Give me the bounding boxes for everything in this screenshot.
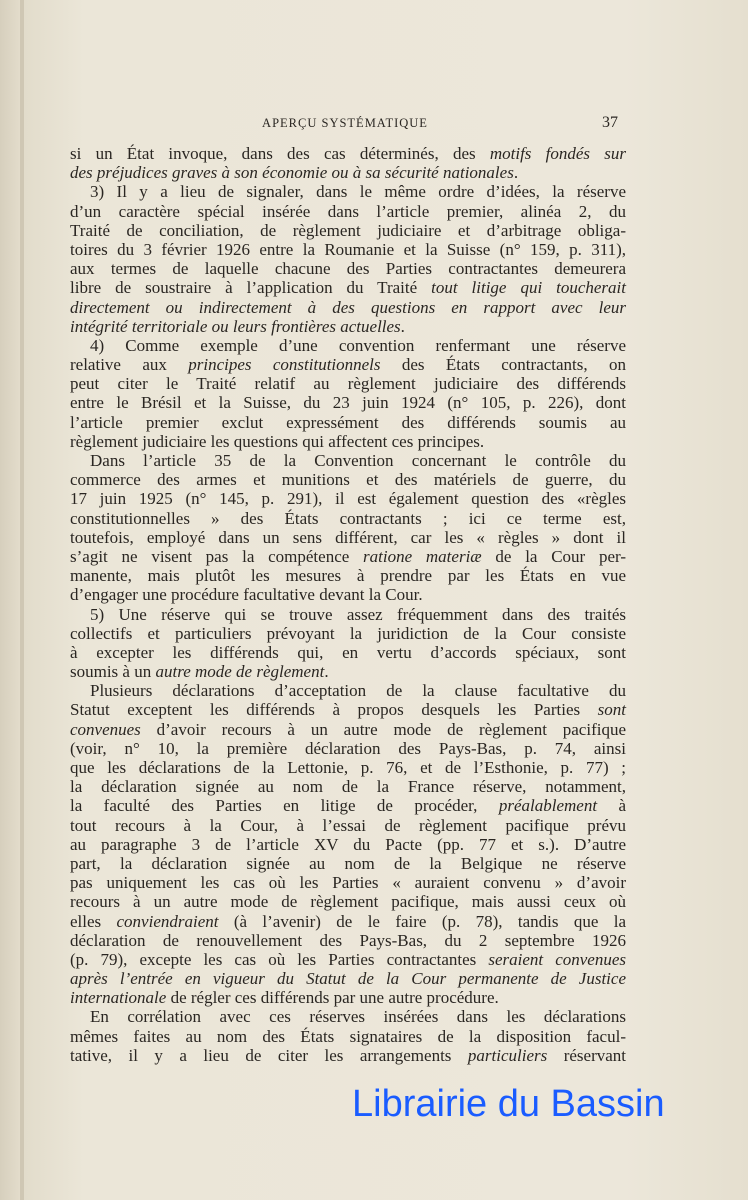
italic-text: sont — [597, 700, 626, 720]
text-segment: toires du 3 février 1926 entre la Roumanie et la Suisse (n° 159, p. 311), — [70, 239, 626, 259]
text-line — [70, 854, 626, 873]
text-segment: recours à un autre mode de règlement pacifique, mais aussi ceux où — [70, 892, 626, 912]
text-line — [70, 470, 626, 489]
text-segment: de la Cour per- — [481, 546, 626, 566]
text-segment: 5) Une réserve qui se trouve assez fréquemment dans des traités — [90, 604, 626, 624]
text-segment: Traité de conciliation, de règlement judiciaire et d’arbitrage obliga- — [70, 220, 626, 240]
italic-text: motifs fondés sur — [489, 144, 626, 163]
text-segment: peut citer le Traité relatif au règlement judiciaire des différends — [70, 374, 626, 394]
text-segment: collectifs et particuliers prévoyant la juridiction de la Cour consiste — [70, 623, 626, 643]
text-line — [70, 969, 626, 988]
text-segment: à excepter les différends qui, en vertu d’accords spéciaux, sont — [70, 642, 626, 662]
text-segment: (voir, n° 10, la première déclaration des Pays-Bas, p. 74, ainsi — [70, 738, 626, 758]
text-segment: commerce des armes et munitions et des matériels de guerre, du — [70, 470, 626, 490]
text-line — [70, 182, 626, 201]
italic-text: conviendraient — [116, 911, 219, 931]
text-line — [70, 892, 626, 911]
text-line — [70, 566, 626, 585]
text-line — [70, 413, 626, 432]
italic-text: convenues — [70, 719, 141, 739]
text-line — [70, 739, 626, 758]
text-segment: pas uniquement les cas où les Parties « auraient convenu » d’avoir — [70, 873, 626, 893]
text-line — [70, 585, 626, 604]
text-segment: de régler ces différends par une autre procédure. — [166, 988, 499, 1008]
text-segment: 4) Comme exemple d’une convention renfermant une réserve — [90, 335, 626, 355]
text-line — [70, 393, 626, 412]
text-segment: . — [400, 316, 405, 336]
page-number: 37 — [602, 114, 618, 131]
text-line — [70, 931, 626, 950]
text-line — [70, 605, 626, 624]
text-segment: la faculté des Parties en litige de procéder, — [70, 796, 499, 816]
italic-text: directement ou indirectement à des questions en rapport avec leur — [70, 297, 626, 317]
text-segment: l’article premier exclut expressément des différends soumis au — [70, 412, 626, 432]
text-line — [70, 374, 626, 393]
text-line — [70, 489, 626, 508]
text-line — [70, 144, 626, 163]
italic-text: après l’entrée en vigueur du Statut de la Cour permanente de Justice — [70, 969, 626, 989]
text-line — [70, 528, 626, 547]
text-segment: que les déclarations de la Lettonie, p. 76, et de l’Esthonie, p. 77) ; — [70, 758, 626, 777]
italic-text: particuliers — [467, 1045, 548, 1065]
text-segment: s’agit ne visent pas la compétence — [70, 546, 364, 566]
text-segment: au paragraphe 3 de l’article XV du Pacte (pp. 77 et s.). D’autre — [70, 834, 626, 854]
text-segment: toutefois, employé dans un sens différent, car les « règles » dont il — [70, 527, 626, 547]
italic-text: ratione materiæ — [363, 546, 482, 566]
text-line — [70, 758, 626, 777]
text-line — [70, 509, 626, 528]
text-segment: En corrélation avec ces réserves insérées dans les déclarations — [90, 1007, 626, 1027]
text-segment: (à l’avenir) de le faire (p. 78), tandis que la — [218, 911, 626, 931]
text-segment: relative aux — [70, 355, 189, 375]
text-segment: soumis à un — [70, 662, 156, 682]
text-segment: d’engager une procédure facultative devant la Cour. — [70, 585, 423, 605]
text-segment: d’avoir recours à un autre mode de règlement pacifique — [140, 719, 626, 739]
text-line — [70, 432, 626, 451]
watermark: Librairie du Bassin — [352, 1083, 665, 1125]
text-segment: si un État invoque, dans des cas déterminés, des — [70, 144, 490, 163]
text-segment: d’un caractère spécial insérée dans l’article premier, alinéa 2, du — [70, 201, 626, 221]
adjacent-page-edge — [0, 0, 20, 1200]
text-line — [70, 298, 626, 317]
italic-text: autre mode de règlement — [155, 662, 325, 682]
text-line — [70, 355, 626, 374]
text-segment: Statut exceptent les différends à propos desquels les Parties — [70, 700, 598, 720]
text-line — [70, 988, 626, 1007]
italic-text: principes constitutionnels — [188, 355, 381, 375]
text-line — [70, 1027, 626, 1046]
text-line — [70, 1007, 626, 1026]
text-segment: libre de soustraire à l’application du Traité — [70, 278, 432, 298]
page-header — [70, 116, 620, 136]
text-line — [70, 912, 626, 931]
text-line — [70, 700, 626, 719]
text-segment: aux termes de laquelle chacune des Parties contractantes demeurera — [70, 259, 626, 279]
italic-text: intégrité territoriale ou leurs frontières actuelles — [70, 316, 401, 336]
text-line — [70, 221, 626, 240]
text-line — [70, 278, 626, 297]
text-segment: elles — [70, 911, 117, 931]
text-line — [70, 662, 626, 681]
text-line — [70, 317, 626, 336]
text-segment: tative, il y a lieu de citer les arrangements — [70, 1045, 468, 1065]
text-line — [70, 336, 626, 355]
text-segment: des États contractants, on — [380, 355, 626, 375]
italic-text: tout litige qui toucherait — [431, 278, 626, 298]
text-segment: part, la déclaration signée au nom de la Belgique ne réserve — [70, 853, 626, 873]
text-line — [70, 451, 626, 470]
text-line — [70, 950, 626, 969]
text-segment: (p. 79), excepte les cas où les Parties contractantes — [70, 949, 489, 969]
italic-text: seraient convenues — [488, 949, 626, 969]
text-segment: constitutionnelles » des États contractants ; ici ce terme est, — [70, 508, 626, 528]
text-segment: tout recours à la Cour, à l’essai de règlement pacifique prévu — [70, 815, 626, 835]
text-line — [70, 163, 626, 182]
text-segment: déclaration de renouvellement des Pays-Bas, du 2 septembre 1926 — [70, 930, 626, 950]
italic-text: des préjudices graves à son économie ou à sa sécurité nationales — [70, 163, 514, 183]
text-line — [70, 816, 626, 835]
text-line — [70, 1046, 626, 1065]
text-segment: . — [513, 163, 519, 183]
text-line — [70, 547, 626, 566]
italic-text: internationale — [70, 988, 167, 1008]
text-line — [70, 240, 626, 259]
text-segment: 17 juin 1925 (n° 145, p. 291), il est également question des «règles — [70, 489, 626, 509]
text-line — [70, 681, 626, 700]
text-line — [70, 835, 626, 854]
text-segment: mêmes faites au nom des États signataires de la disposition facul- — [70, 1026, 626, 1046]
text-line — [70, 777, 626, 796]
text-line — [70, 796, 626, 815]
text-line — [70, 643, 626, 662]
text-line — [70, 259, 626, 278]
text-segment: manente, mais plutôt les mesures à prendre par les États en vue — [70, 566, 626, 586]
italic-text: préalablement — [498, 796, 598, 816]
text-segment: à — [597, 796, 627, 816]
page-body-text — [70, 144, 626, 1065]
text-segment: entre le Brésil et la Suisse, du 23 juin 1924 (n° 105, p. 226), dont — [70, 393, 626, 413]
text-segment: la déclaration signée au nom de la France réserve, notamment, — [70, 777, 626, 797]
text-segment: règlement judiciaire les questions qui affectent ces principes. — [70, 431, 485, 451]
running-title: APERÇU SYSTÉMATIQUE — [262, 116, 428, 130]
text-segment: 3) Il y a lieu de signaler, dans le même ordre d’idées, la réserve — [90, 182, 626, 202]
text-line — [70, 720, 626, 739]
text-segment: réservant — [547, 1045, 626, 1065]
text-segment: . — [324, 662, 329, 682]
text-segment: Plusieurs déclarations d’acceptation de la clause facultative du — [90, 681, 626, 701]
text-line — [70, 873, 626, 892]
text-segment: Dans l’article 35 de la Convention concernant le contrôle du — [90, 451, 626, 470]
text-line — [70, 202, 626, 221]
text-line — [70, 624, 626, 643]
